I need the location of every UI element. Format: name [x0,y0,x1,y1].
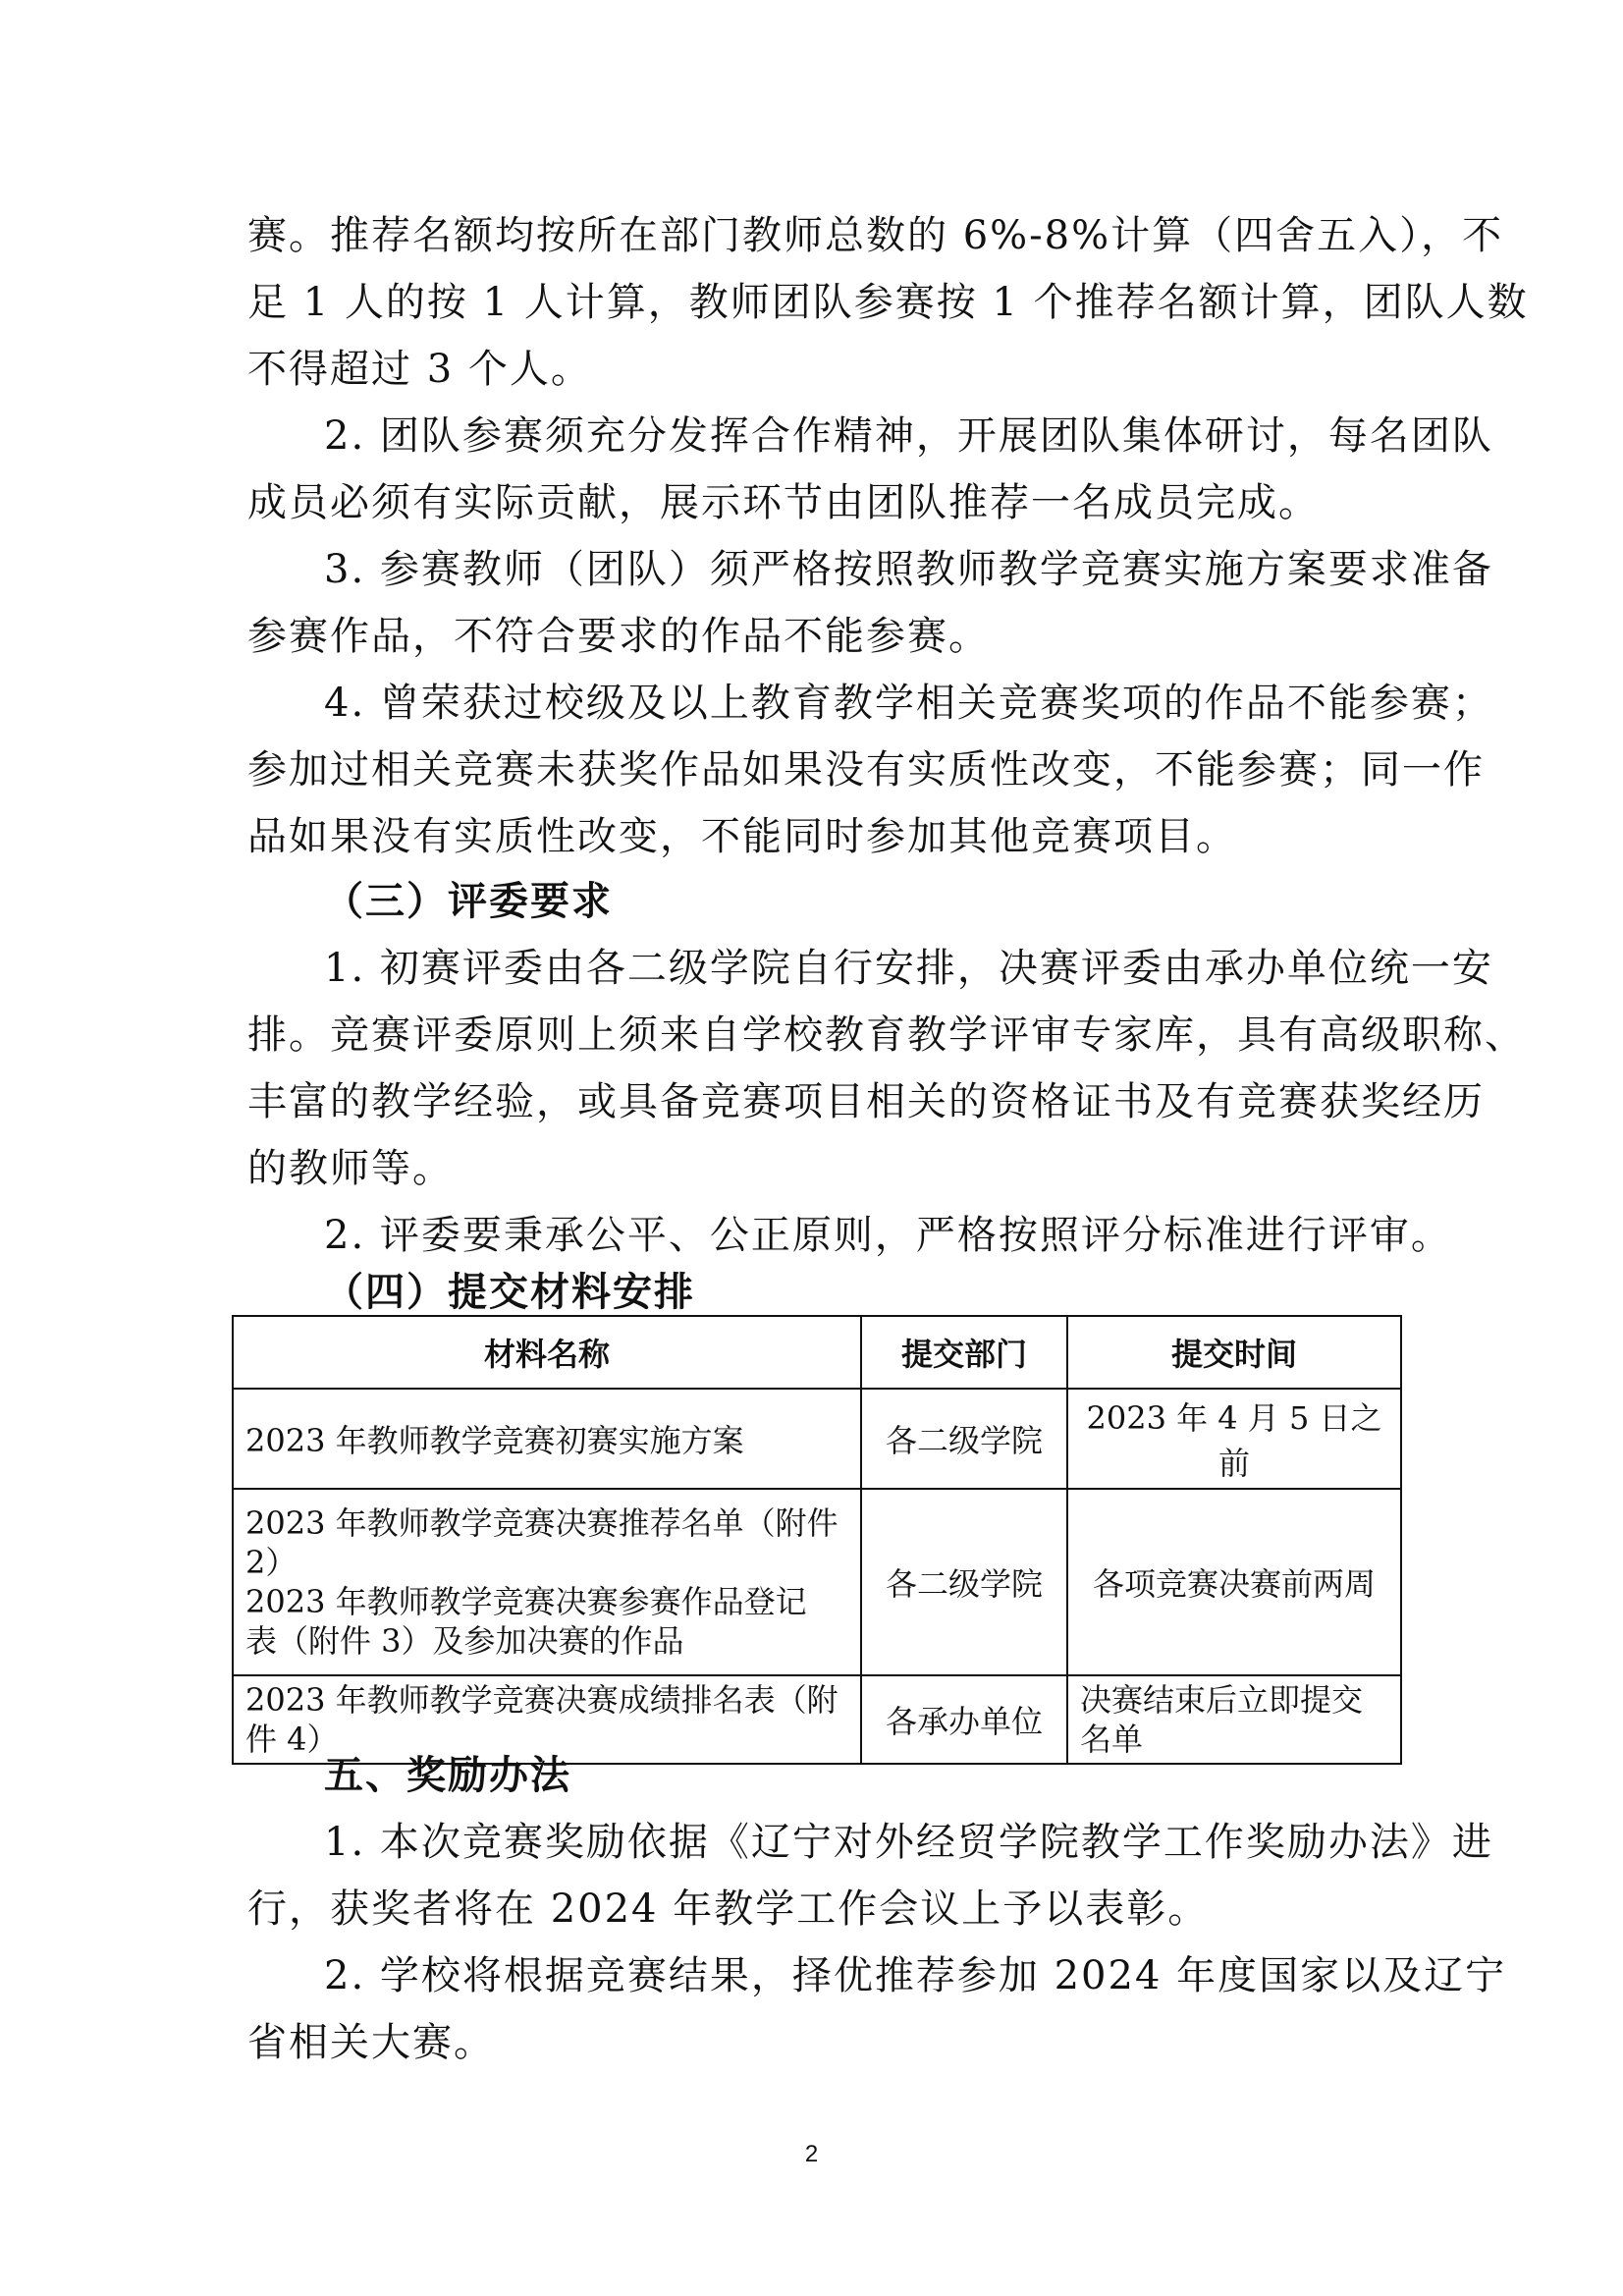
table-cell: 2023 年 4 月 5 日之前 [1067,1389,1401,1489]
paragraph-line: 行，获奖者将在 2024 年教学工作会议上予以表彰。 [247,1886,1210,1932]
cell-line: 2） [245,1544,298,1581]
table-header-row [233,1316,1401,1389]
section-heading: （四）提交材料安排 [324,1270,695,1315]
table-cell: 2023 年教师教学竞赛初赛实施方案 [233,1389,861,1489]
section-heading: 五、奖励办法 [324,1753,571,1798]
paragraph-line: 赛。推荐名额均按所在部门教师总数的 6%-8%计算（四舍五入），不 [247,213,1504,258]
cell-line: 件 4） [245,1721,339,1758]
table-header: 材料名称 [233,1316,861,1389]
cell-line: 名单 [1080,1721,1144,1758]
table-cell: 各项竞赛决赛前两周 [1067,1489,1401,1675]
paragraph-line: 1. 本次竞赛奖励依据《辽宁对外经贸学院教学工作奖励办法》进 [324,1820,1493,1865]
cell-line: 2023 年教师教学竞赛决赛推荐名单（附件 [245,1504,839,1542]
table-cell: 各承办单位 [861,1675,1067,1764]
table-header: 提交部门 [861,1316,1067,1389]
paragraph-line: 足 1 人的按 1 人计算，教师团队参赛按 1 个推荐名额计算，团队人数 [247,280,1529,325]
table-cell: 各二级学院 [861,1389,1067,1489]
section-heading: （三）评委要求 [324,879,613,924]
paragraph-line: 的教师等。 [247,1146,454,1191]
cell-line: 表（附件 3）及参加决赛的作品 [245,1622,684,1660]
table-row [233,1389,1401,1489]
cell-line: 2023 年教师教学竞赛决赛参赛作品登记 [245,1583,807,1620]
paragraph-line: 4. 曾荣获过校级及以上教育教学相关竞赛奖项的作品不能参赛； [324,681,1493,726]
paragraph-line: 成员必须有实际贡献，展示环节由团队推荐一名成员完成。 [247,480,1320,525]
paragraph-line: 2. 学校将根据竞赛结果，择优推荐参加 2024 年度国家以及辽宁 [324,1953,1507,1998]
paragraph-line: 2. 评委要秉承公平、公正原则，严格按照评分标准进行评审。 [324,1213,1452,1258]
cell-line: 决赛结束后立即提交 [1080,1681,1364,1719]
table-cell [233,1489,861,1675]
page-number: 2 [804,2141,819,2167]
paragraph-line: 2. 团队参赛须充分发挥合作精神，开展团队集体研讨，每名团队 [324,413,1493,459]
cell-line: 2023 年教师教学竞赛决赛成绩排名表（附 [245,1681,839,1719]
paragraph-line: 排。竞赛评委原则上须来自学校教育教学评审专家库，具有高级职称、 [247,1012,1526,1058]
paragraph-line: 参加过相关竞赛未获奖作品如果没有实质性改变，不能参赛；同一作 [247,747,1485,793]
paragraph-line: 3. 参赛教师（团队）须严格按照教师教学竞赛实施方案要求准备 [324,547,1493,592]
materials-table [232,1315,1402,1765]
table-row [233,1489,1401,1675]
paragraph-line: 1. 初赛评委由各二级学院自行安排，决赛评委由承办单位统一安 [324,946,1493,991]
table-cell: 各二级学院 [861,1489,1067,1675]
paragraph-line: 品如果没有实质性改变，不能同时参加其他竞赛项目。 [247,814,1237,859]
table-header: 提交时间 [1067,1316,1401,1389]
paragraph-line: 参赛作品，不符合要求的作品不能参赛。 [247,614,990,659]
paragraph-line: 丰富的教学经验，或具备竞赛项目相关的资格证书及有竞赛获奖经历 [247,1079,1485,1124]
paragraph-line: 省相关大赛。 [247,2020,495,2065]
paragraph-line: 不得超过 3 个人。 [247,347,592,392]
